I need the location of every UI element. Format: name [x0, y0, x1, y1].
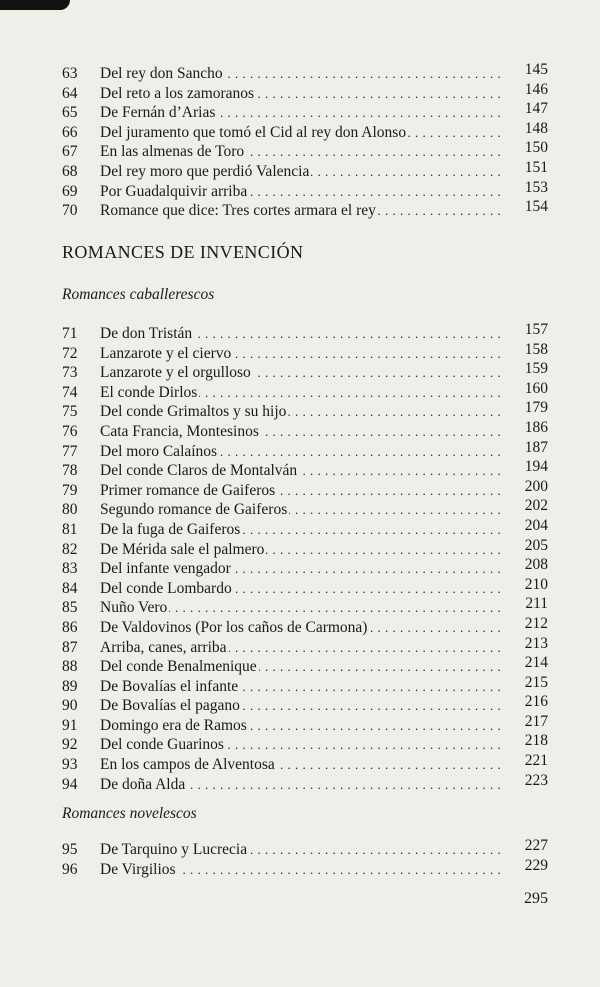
- entry-number: 91: [62, 716, 78, 734]
- entry-title-text: El conde Dirlos: [100, 383, 198, 401]
- entry-number: 71: [62, 325, 78, 342]
- entry-title: [100, 442, 502, 462]
- entry-title-text: Del conde Claros de Montalván: [100, 462, 298, 480]
- entry-title-text: Del juramento que tomó el Cid al rey don Alonso: [100, 123, 407, 141]
- entry-title-text: Domingo era de Ramos: [100, 716, 247, 734]
- entry-title: [100, 422, 502, 442]
- subheading-caballerescos: Romances caballerescos: [62, 286, 215, 303]
- entry-title-text: Del moro Calaínos: [100, 442, 218, 460]
- entry-title-text: De la fuga de Gaiferos: [100, 520, 241, 538]
- entry-title: [100, 201, 502, 221]
- page-edge-mark: [0, 0, 70, 10]
- entry-title-text: De Virgilios: [100, 860, 176, 878]
- toc-entry: [62, 379, 548, 403]
- entry-page-number: 157: [524, 321, 548, 338]
- entry-page-number: 211: [525, 595, 548, 613]
- section-heading: ROMANCES DE INVENCIÓN: [62, 242, 304, 262]
- entry-title: [100, 500, 502, 520]
- entry-title-text: Del infante vengador: [100, 560, 231, 578]
- entry-title-text: De doña Alda: [100, 775, 186, 793]
- toc-entry: [62, 595, 548, 618]
- entry-number: 69: [62, 182, 78, 200]
- entry-page-number: 147: [524, 100, 548, 118]
- entry-page-number: 210: [524, 575, 548, 593]
- entry-title-text: De Bovalías el infante: [100, 677, 239, 695]
- toc-entry: [62, 693, 548, 716]
- entry-page-number: 202: [524, 497, 548, 515]
- entry-number: 88: [62, 658, 78, 676]
- entry-number: 92: [62, 736, 78, 754]
- entry-number: 68: [62, 162, 78, 180]
- entry-title: [100, 755, 502, 775]
- entry-page-number: 218: [524, 732, 548, 750]
- toc-entry: [62, 178, 548, 202]
- entry-title: [100, 559, 502, 579]
- entry-number: 72: [62, 344, 78, 362]
- entry-number: 86: [62, 618, 78, 636]
- entry-title: [100, 123, 502, 143]
- entry-title: [100, 520, 502, 540]
- entry-page-number: 160: [524, 379, 548, 397]
- entry-number: 82: [62, 540, 78, 558]
- toc-entry: [62, 198, 548, 221]
- entry-page-number: 205: [524, 536, 548, 554]
- toc-entry: [62, 771, 548, 795]
- entry-number: 81: [62, 520, 78, 538]
- entry-page-number: 215: [524, 673, 548, 691]
- entry-page-number: 208: [524, 556, 548, 574]
- toc-entry: [62, 477, 548, 501]
- entry-page-number: 145: [524, 61, 548, 78]
- entry-title-text: Arriba, canes, arriba: [100, 638, 227, 656]
- entry-title-text: Del conde Benalmenique: [100, 658, 257, 676]
- entry-title-text: Romance que dice: Tres cortes armara el rey: [100, 202, 376, 220]
- entry-page-number: 159: [524, 360, 548, 378]
- toc-entry: [62, 119, 548, 143]
- toc-list-group-3: [62, 837, 548, 879]
- entry-number: 65: [62, 104, 78, 122]
- entry-number: 89: [62, 677, 78, 695]
- entry-title: [100, 481, 502, 501]
- entry-number: 93: [62, 756, 78, 774]
- toc-list-group-2: [62, 321, 548, 794]
- entry-page-number: 214: [524, 654, 548, 672]
- entry-page-number: 158: [524, 340, 548, 358]
- toc-entry: [62, 732, 548, 755]
- entry-title-text: De Valdovinos (Por los caños de Carmona): [100, 618, 368, 636]
- entry-number: 94: [62, 775, 78, 793]
- toc-entry: [62, 752, 548, 775]
- entry-title-text: Del conde Lombardo: [100, 579, 232, 597]
- entry-title-text: Lanzarote y el orgulloso: [100, 364, 251, 382]
- toc-entry: [62, 139, 548, 162]
- entry-title-text: Del reto a los zamoranos: [100, 84, 255, 102]
- entry-title: [100, 579, 502, 599]
- entry-page-number: 217: [524, 712, 548, 730]
- toc-entry: [62, 856, 548, 880]
- entry-title: [100, 735, 502, 755]
- entry-title: [100, 461, 502, 481]
- entry-number: 83: [62, 560, 78, 578]
- toc-entry: [62, 399, 548, 422]
- toc-entry: [62, 100, 548, 123]
- toc-entry: [62, 712, 548, 736]
- entry-number: 77: [62, 442, 78, 460]
- entry-title-text: Nuño Vero: [100, 599, 168, 617]
- toc-entry: [62, 418, 548, 442]
- entry-title-text: Cata Francia, Montesinos: [100, 422, 259, 440]
- toc-entry: [62, 497, 548, 520]
- toc-entry: [62, 438, 548, 462]
- entry-page-number: 221: [524, 752, 548, 770]
- entry-page-number: 146: [524, 80, 548, 98]
- toc-entry: [62, 360, 548, 383]
- entry-title: [100, 182, 502, 202]
- toc-entry: [62, 458, 548, 481]
- entry-title-text: De Fernán d’Arias: [100, 104, 216, 122]
- entry-page-number: 213: [524, 634, 548, 652]
- entry-page-number: 223: [524, 771, 548, 789]
- entry-page-number: 194: [524, 458, 548, 476]
- toc-entry: [62, 575, 548, 599]
- entry-number: 79: [62, 481, 78, 499]
- entry-title-text: De don Tristán: [100, 325, 193, 342]
- entry-page-number: 212: [524, 614, 548, 632]
- toc-entry: [62, 536, 548, 560]
- entry-title: [100, 402, 502, 422]
- entry-title: [100, 103, 502, 123]
- subheading-novelescos: Romances novelescos: [62, 805, 197, 822]
- entry-page-number: 200: [524, 477, 548, 495]
- entry-page-number: 216: [524, 693, 548, 711]
- toc-entry: [62, 556, 548, 579]
- entry-title-text: Lanzarote y el ciervo: [100, 344, 232, 362]
- toc-entry: [62, 340, 548, 364]
- entry-page-number: 150: [524, 139, 548, 157]
- toc-entry: [62, 61, 548, 84]
- entry-title: [100, 840, 502, 860]
- toc-entry: [62, 614, 548, 638]
- entry-page-number: 204: [524, 516, 548, 534]
- entry-title-text: Del conde Guarinos: [100, 736, 224, 754]
- toc-entry: [62, 837, 548, 860]
- entry-page-number: 187: [524, 438, 548, 456]
- entry-title-text: Del rey don Sancho: [100, 65, 223, 82]
- entry-number: 90: [62, 697, 78, 715]
- entry-title-text: En los campos de Alventosa: [100, 756, 275, 774]
- entry-number: 75: [62, 403, 78, 421]
- entry-number: 96: [62, 860, 78, 878]
- entry-title: [100, 344, 502, 364]
- toc-entry: [62, 673, 548, 697]
- entry-page-number: 154: [524, 198, 548, 216]
- entry-title: [100, 638, 502, 658]
- entry-number: 70: [62, 202, 78, 220]
- entry-number: 63: [62, 65, 78, 82]
- entry-title-text: Segundo romance de Gaiferos: [100, 501, 288, 519]
- entry-title: [100, 618, 502, 638]
- entry-title-text: Del conde Grimaltos y su hijo: [100, 403, 287, 421]
- entry-number: 67: [62, 143, 78, 161]
- toc-entry: [62, 80, 548, 104]
- entry-number: 84: [62, 579, 78, 597]
- entry-page-number: 151: [524, 158, 548, 176]
- toc-entry: [62, 654, 548, 677]
- entry-page-number: 179: [524, 399, 548, 417]
- entry-number: 95: [62, 841, 78, 858]
- entry-title: [100, 657, 502, 677]
- entry-title: [100, 775, 502, 795]
- toc-entry: [62, 158, 548, 182]
- entry-number: 66: [62, 123, 78, 141]
- entry-title: [100, 696, 502, 716]
- entry-title-text: De Bovalías el pagano: [100, 697, 240, 715]
- entry-title-text: De Mérida sale el palmero: [100, 540, 265, 558]
- entry-page-number: 229: [524, 856, 548, 874]
- entry-title: [100, 324, 502, 344]
- entry-title: [100, 383, 502, 403]
- entry-title-text: Por Guadalquivir arriba: [100, 182, 248, 200]
- entry-number: 80: [62, 501, 78, 519]
- entry-title: [100, 84, 502, 104]
- page-number: 295: [524, 890, 548, 907]
- entry-title: [100, 860, 502, 880]
- entry-number: 78: [62, 462, 78, 480]
- entry-title: [100, 540, 502, 560]
- entry-number: 85: [62, 599, 78, 617]
- entry-number: 87: [62, 638, 78, 656]
- entry-title-text: Primer romance de Gaiferos: [100, 481, 276, 499]
- entry-title: [100, 142, 502, 162]
- entry-title: [100, 162, 502, 182]
- toc-entry: [62, 634, 548, 658]
- entry-title-text: Del rey moro que perdió Valencia: [100, 162, 310, 180]
- entry-page-number: 186: [524, 418, 548, 436]
- entry-title: [100, 716, 502, 736]
- entry-number: 76: [62, 422, 78, 440]
- entry-page-number: 227: [524, 837, 548, 854]
- entry-title-text: En las almenas de Toro: [100, 143, 245, 161]
- entry-number: 73: [62, 364, 78, 382]
- toc-list-group-1: [62, 61, 548, 221]
- entry-title: [100, 598, 502, 618]
- entry-page-number: 148: [524, 119, 548, 137]
- entry-title: [100, 363, 502, 383]
- entry-number: 74: [62, 383, 78, 401]
- entry-title-text: De Tarquino y Lucrecia: [100, 841, 248, 858]
- entry-page-number: 153: [524, 178, 548, 196]
- toc-entry: [62, 321, 548, 344]
- entry-number: 64: [62, 84, 78, 102]
- entry-title: [100, 677, 502, 697]
- entry-title: [100, 64, 502, 84]
- toc-entry: [62, 516, 548, 540]
